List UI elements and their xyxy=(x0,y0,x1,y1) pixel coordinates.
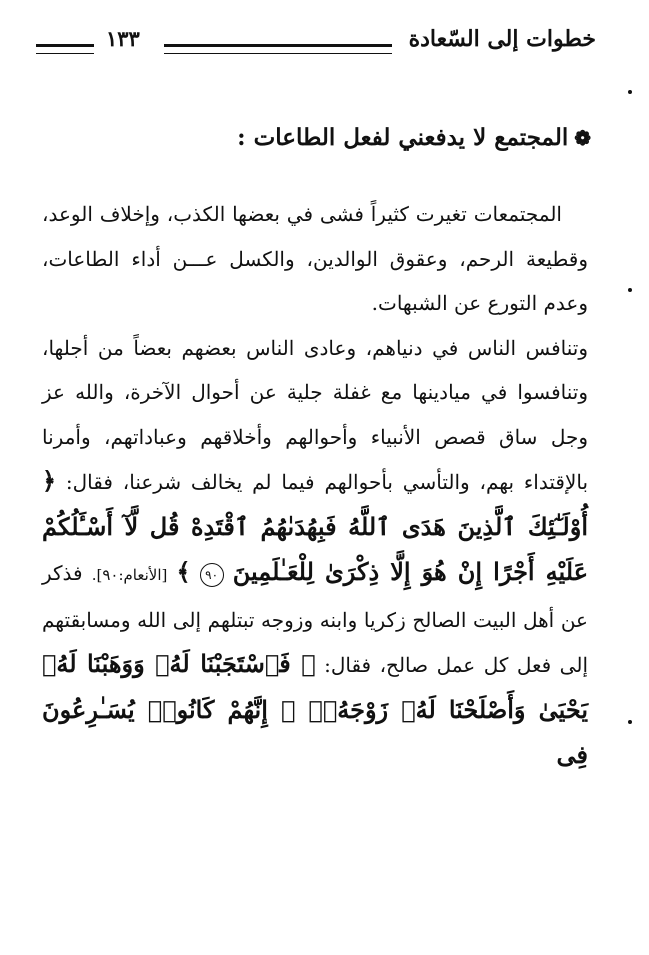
page-number: ١٣٣ xyxy=(106,26,140,51)
flower-bullet-icon: ❁ xyxy=(574,126,591,150)
paragraph-2 xyxy=(42,326,588,779)
header-rule-short xyxy=(36,44,94,54)
quran-citation-1: [الأنعام:٩٠]. xyxy=(91,566,168,584)
paragraph-2-middle: فذكر عن أهل البيت الصالح زكريا وابنه وزوجه تبتلهم إلى الله ومسابقتهم إلى فعل كل عمل صالح، فقال: xyxy=(42,561,588,677)
paragraph-1: المجتمعات تغيرت كثيراً فشى في بعضها الكذب، وإخلاف الوعد، وقطيعة الرحم، وعقوق الوالدين، والكسل عـــن أداء الطاعات، وعدم التورع عن الشبهات. xyxy=(42,202,588,315)
header-rule xyxy=(164,44,392,54)
section-heading xyxy=(31,124,591,151)
quran-quote-1: ﴿ أُوْلَـٰٓئِكَ ٱلَّذِينَ هَدَى ٱللَّهُ فَبِهُدَىٰهُمُ ٱقْتَدِهْ قُل لَّآ أَسْـَٔلُكُمْ عَلَيْهِ أَجْرًا إِنْ هُوَ إِلَّا ذِكْرَىٰ لِلْعَـٰلَمِينَ xyxy=(42,466,589,586)
quran-quote-1-close: ﴾ xyxy=(176,557,191,586)
body-text xyxy=(42,192,588,779)
margin-mark xyxy=(628,90,632,94)
ayah-number-marker: ٩٠ xyxy=(200,563,224,587)
paragraph-2-intro: وتنافس الناس في دنياهم، وعادى الناس بعضهم بعضاً من أجلها، وتنافسوا في ميادينها مع غفلة جلية عن أحوال الآخرة، والله عز وجل ساق قصص الأنبياء وأحوالهم وأخلاقهم وعباداتهم، وأمرنا بالإقتداء بهم، والتأسي بأحوالهم فيما لم يخالف شرعنا، فقال: xyxy=(42,335,589,494)
quran-quote-2: ﴿ فَٱسْتَجَبْنَا لَهُۥ وَوَهَبْنَا لَهُۥ يَحْيَىٰ وَأَصْلَحْنَا لَهُۥ زَوْجَهُۥٓ ۚ إِنَّهُمْ كَانُوا۟ يُسَـٰرِعُونَ فِى xyxy=(42,649,588,769)
running-title: خطوات إلى السّعادة xyxy=(408,26,596,52)
section-heading-text: المجتمع لا يدفعني لفعل الطاعات : xyxy=(237,124,569,151)
margin-mark xyxy=(628,720,632,724)
margin-mark xyxy=(628,288,632,292)
page-header xyxy=(36,24,596,64)
